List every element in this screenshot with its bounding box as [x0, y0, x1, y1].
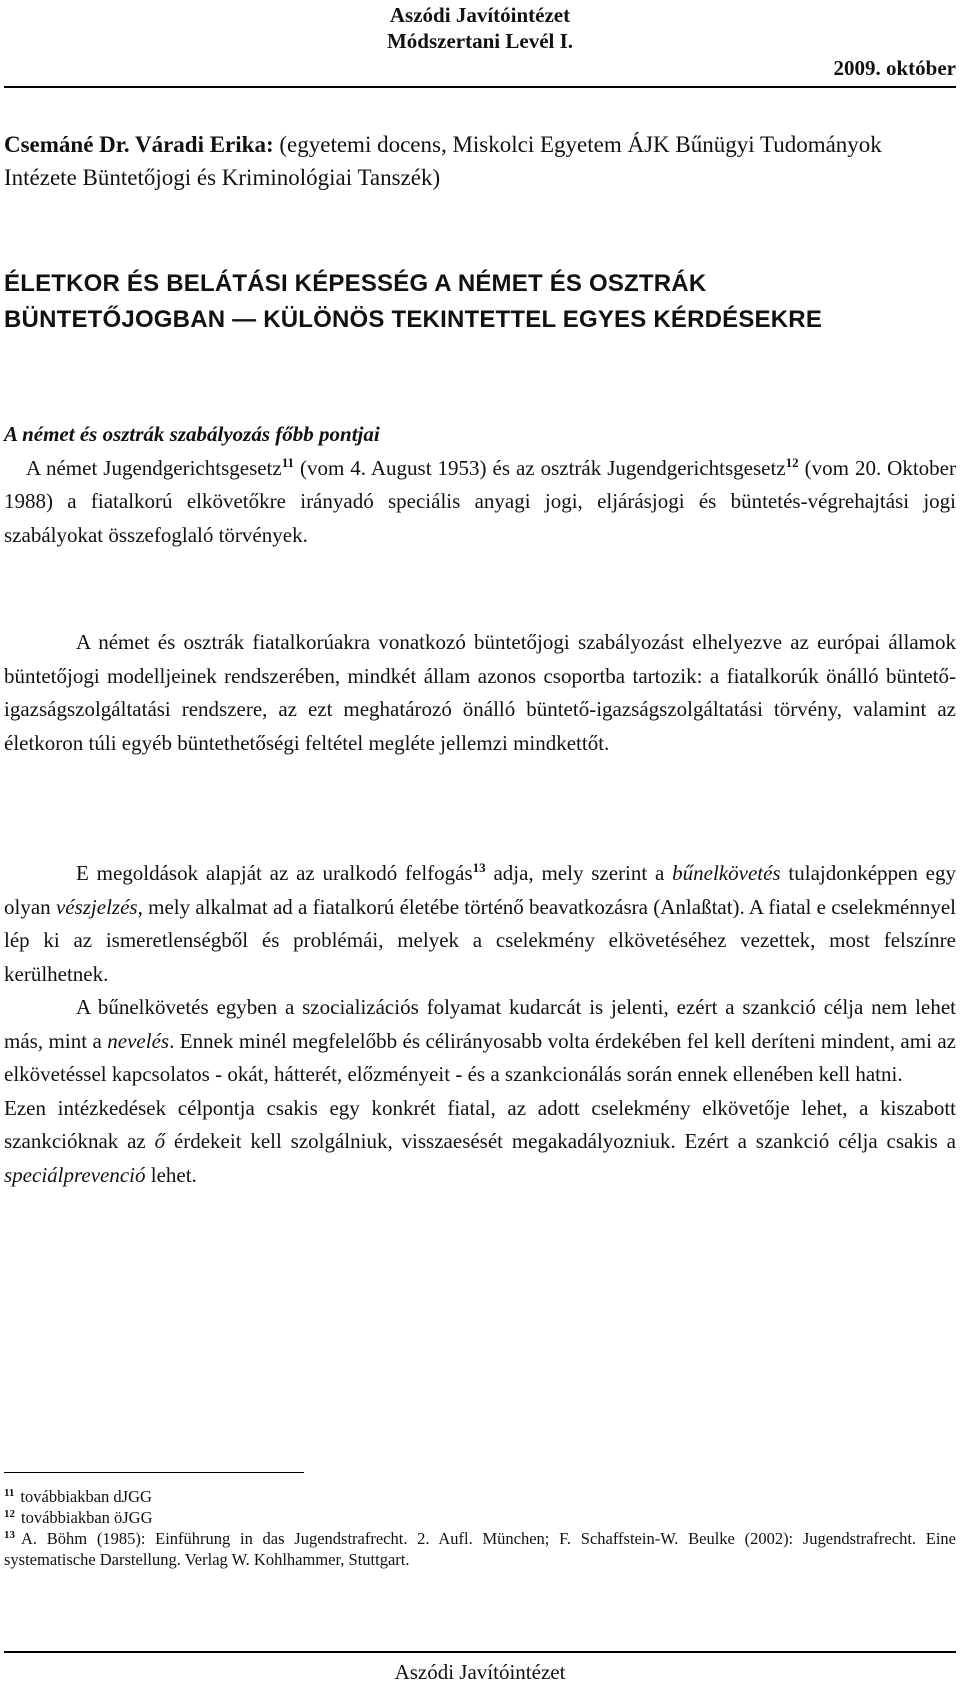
p1-text-c: (vom 20. Oktober 1988) a fiatalkorú elkövetőkre irányadó speciális anyagi jogi, eljárásjogi és büntetés-végrehajtási jogi szabályokat összefoglaló törvények.: [4, 455, 956, 547]
p1-text-b: (vom 4. August 1953) és az osztrák Jugendgerichtsgesetz: [294, 455, 786, 480]
p3-text-d: mely alkalmat ad a fiatalkorú életébe történő beavatkozásra (Anlaßtat). A fiatal e cselekménnyel lép ki az ismeretlenségből és problémái, melyek a cselekmény elkövetéséhez vezettek, most felszínre kerülhetnek.: [4, 894, 956, 986]
p4-text-a: A bűnelkövetés egyben a szocializációs folyamat kudarcát is jelenti, ezért a szankció célja nem lehet más, mint a: [4, 995, 956, 1053]
footnote-12: [4, 1507, 956, 1528]
footnote-ref-11[interactable]: 11: [281, 454, 295, 470]
author-name: Csemáné Dr. Váradi Erika:: [4, 132, 274, 157]
header-institution: Aszódi Javítóintézet: [389, 3, 571, 27]
footnote-13: [4, 1528, 956, 1570]
footnote-rule: [4, 1472, 304, 1473]
p4-emphasis: nevelés: [107, 1028, 170, 1053]
footnote-ref-12[interactable]: 12: [785, 454, 799, 470]
article-title: ÉLETKOR ÉS BELÁTÁSI KÉPESSÉG A NÉMET ÉS OSZTRÁK BÜNTETŐJOGBAN — KÜLÖNÖS TEKINTETTEL EGYES KÉRDÉSEKRE: [4, 270, 823, 333]
header-rule: [4, 86, 956, 88]
footnote-text: továbbiakban dJGG: [20, 1487, 152, 1506]
paragraph-1: [4, 452, 956, 553]
section-heading: A német és osztrák szabályozás főbb pontjai: [4, 422, 380, 446]
paragraphs-3-5: [4, 857, 956, 1192]
p5-text-b: érdekeit kell szolgálniuk, visszaesését megakadályozniuk. Ezért a szankció célja csakis a: [165, 1129, 956, 1153]
header-series: Módszertani Levél I.: [386, 29, 574, 53]
p5-emphasis-2: speciálprevenció: [4, 1162, 146, 1187]
p3-text-b: adja, mely szerint a: [485, 861, 673, 885]
footer-institution: Aszódi Javítóintézet: [394, 1660, 566, 1684]
p5-text-a: Ezen intézkedések célpontja csakis egy konkrét fiatal, az adott cselekmény elkövetője lehet, a kiszabott szankcióknak az: [4, 1095, 956, 1153]
section-body: [4, 418, 956, 552]
paragraph-5: [4, 1092, 956, 1193]
p3-text-a: E megoldások alapját az az uralkodó felfogás: [76, 861, 473, 885]
p3-emphasis-1: bűnelkövetés: [672, 861, 781, 885]
header-date: 2009. október: [833, 56, 956, 80]
footnote-text: A. Böhm (1985): Einführung in das Jugendstrafrecht. 2. Aufl. München; F. Schaffstein-W. Beulke (2002): Jugendstrafrecht. Eine systematische Darstellung. Verlag W. Kohlhammer, Stuttgart.: [4, 1529, 956, 1569]
p3-text-c: tulajdonképpen egy olyan: [4, 861, 956, 919]
footnote-text: továbbiakban öJGG: [21, 1508, 153, 1527]
paragraph-4: [4, 991, 956, 1092]
p3-emphasis-2: vészjelzés,: [55, 894, 143, 919]
paragraph-2: A német és osztrák fiatalkorúakra vonatkozó büntetőjogi szabályozást elhelyezve az európai államok büntetőjogi modelljeinek rendszerében, mindkét állam azonos csoportba tartozik: a fiatalkorúk önálló büntető-igazságszolgáltatási rendszere, az ezt meghatározó önálló büntető-igazságszolgáltatási törvény, valamint az életkoron túli egyéb büntethetőségi feltétel megléte jellemzi mindkettőt.: [4, 630, 956, 755]
p5-emphasis-1: ő: [154, 1129, 166, 1153]
author-affiliation: (egyetemi docens, Miskolci Egyetem ÁJK Bűnügyi Tudományok Intézete Büntetőjogi és Kriminológiai Tanszék): [4, 132, 882, 190]
p4-text-b: . Ennek minél megfelelőbb és célirányosabb volta érdekében fel kell deríteni mindent, ami az elkövetéssel kapcsolatos - okát, hátterét, előzményeit - és a szankcionálás során ennek ellenében kell hatni.: [4, 1028, 956, 1086]
paragraph-3: [4, 857, 956, 991]
footnote-number: 11: [4, 1486, 15, 1499]
p1-text-a: A német Jugendgerichtsgesetz: [26, 455, 282, 480]
footnote-ref-13[interactable]: 13: [472, 860, 486, 875]
footnote-number: 13: [4, 1528, 15, 1541]
p5-text-c: lehet.: [145, 1162, 197, 1187]
footnotes: [4, 1486, 956, 1570]
footnote-number: 12: [4, 1507, 15, 1520]
author-line: [4, 128, 956, 194]
footer-rule: [4, 1651, 956, 1653]
footnote-11: [4, 1486, 956, 1507]
